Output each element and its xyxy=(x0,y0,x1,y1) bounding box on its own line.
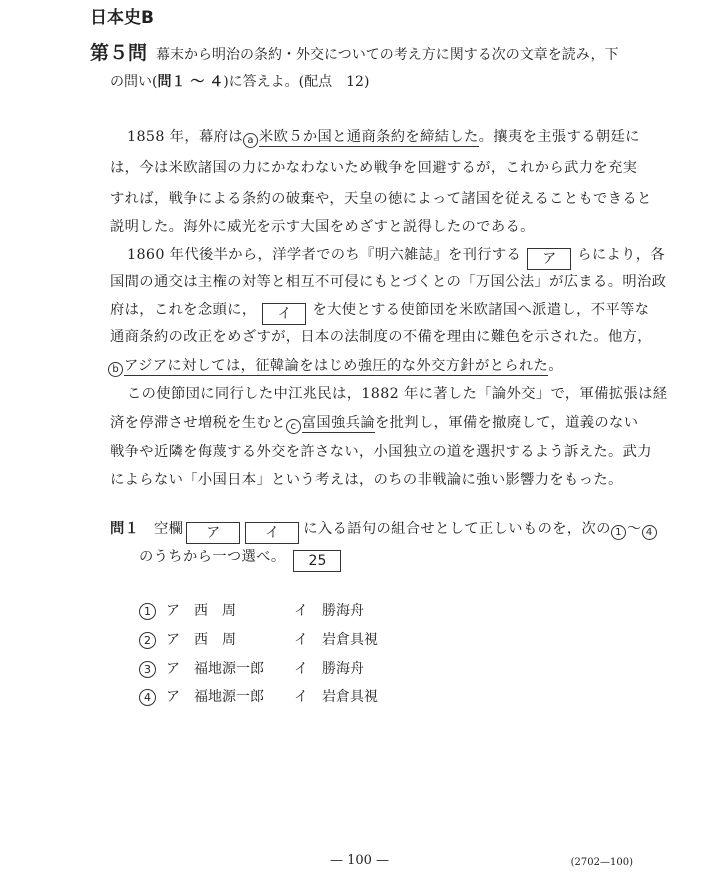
question-intro-line2: の問い(問１ ～ ４)に答えよ。(配点 12) xyxy=(110,74,370,90)
option-row-2[interactable]: 2 ア 西 周 イ 岩倉具視 xyxy=(139,629,378,649)
q1-stem-line2: のうちから一つ選べ。 25 xyxy=(139,546,341,572)
passage-line: 戦争や近隣を侮蔑する外交を許さない，小国独立の道を選択するよう訴えた。武力 xyxy=(110,444,652,460)
page-code: (2702—100) xyxy=(570,857,633,868)
option-row-3[interactable]: 3 ア 福地源一郎 イ 勝海舟 xyxy=(139,658,364,678)
passage-line: 1858 年，幕府は a 米欧５か国と通商条約を締結した。攘夷を主張する朝廷に xyxy=(127,129,640,146)
question-number: 第５問 xyxy=(90,42,148,64)
passage-line: 説明した。海外に威光を示す大国をめざすと説得したのである。 xyxy=(110,219,535,235)
option-row-4[interactable]: 4 ア 福地源一郎 イ 岩倉具視 xyxy=(139,686,378,706)
underline-b: アジアに対しては，征韓論をはじめ強圧的な外交方針がとられた xyxy=(124,358,549,374)
passage-line: によらない「小国日本」という考えは，のちの非戦論に強い影響力をもった。 xyxy=(110,472,623,488)
marker-a: a xyxy=(243,133,258,148)
passage-line: 済を停滞させ増税を生むと c 富国強兵論を批判し，軍備を撤廃して，道義のない xyxy=(110,415,639,432)
passage-line: 国間の通交は主権の対等と相互不可侵にもとづくとの「万国公法」が広まる。明治政 xyxy=(110,274,667,290)
passage-line: すれば，戦争による条約の破棄や，天皇の徳によって諸国を従えることもできると xyxy=(110,191,652,207)
underline-c: 富国強兵論 xyxy=(301,415,375,431)
passage-line: 府は，これを念頭に， イ を大使とする使節団を米欧諸国へ派遣し，不平等な xyxy=(110,299,649,325)
question-intro-line1: 幕末から明治の条約・外交についての考え方に関する次の文章を読み，下 xyxy=(156,47,619,63)
blank-box-i: イ xyxy=(262,303,306,325)
passage-line: b アジアに対しては，征韓論をはじめ強圧的な外交方針がとられた。 xyxy=(108,355,563,377)
marker-b: b xyxy=(108,362,123,377)
q1-stem: 問１ 空欄 ア イ に入る語句の組合せとして正しいものを，次の 1 ～ 4 xyxy=(110,518,658,544)
passage-line: 1860 年代後半から，洋学者でのち『明六雑誌』を刊行する ア らにより，各 xyxy=(127,244,665,270)
marker-c: c xyxy=(286,419,301,434)
q1-label: 問１ xyxy=(110,521,140,537)
passage-line: この使節団に同行した中江兆民は，1882 年に著した「論外交」で，軍備拡張は経 xyxy=(127,386,668,402)
blank-box-a: ア xyxy=(527,248,571,270)
passage-line: 通商条約の改正をめざすが，日本の法制度の不備を理由に難色を示された。他方， xyxy=(110,329,652,345)
passage-line: は，今は米欧諸国の力にかなわないため戦争を回避するが，これから武力を充実 xyxy=(110,160,638,176)
subject-title: 日本史B xyxy=(90,8,154,28)
answer-number-box: 25 xyxy=(293,550,341,572)
q1-box-i: イ xyxy=(245,522,299,544)
underline-a: 米欧５か国と通商条約を締結した xyxy=(258,129,479,145)
page-number: — 100 — xyxy=(329,853,390,868)
q1-box-a: ア xyxy=(186,522,240,544)
option-row-1[interactable]: 1 ア 西 周 イ 勝海舟 xyxy=(139,600,364,620)
